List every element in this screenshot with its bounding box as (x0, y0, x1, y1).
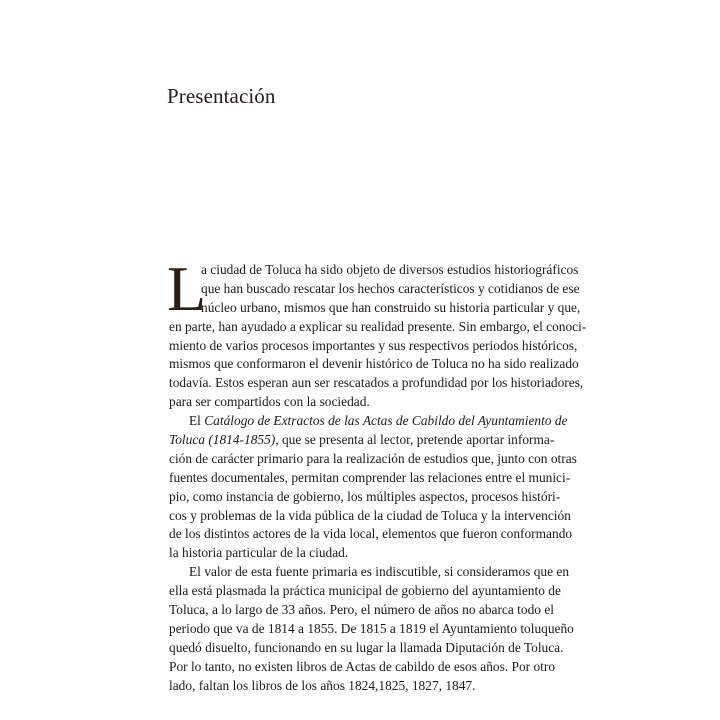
text-line: miento de varios procesos importantes y sus respectivos periodos históricos, (169, 337, 578, 353)
body-text (167, 253, 587, 695)
text-line: fuentes documentales, permitan comprender las relaciones entre el munici- (169, 469, 571, 485)
text-line: Toluca, a lo largo de 33 años. Pero, el número de años no abarca todo el (169, 602, 554, 618)
text-span: El (189, 413, 205, 429)
paragraph-3 (169, 563, 574, 695)
text-line: en parte, han ayudado a explicar su realidad presente. Sin embargo, el conoci- (169, 318, 587, 334)
text-line: periodo que va de 1814 a 1855. De 1815 a 1819 el Ayuntamiento toluqueño (169, 620, 574, 636)
text-line: mismos que conformaron el devenir histórico de Toluca no ha sido realizado (169, 356, 579, 372)
drop-cap: L (167, 253, 207, 324)
text-span: , que se presenta al lector, pretende aportar informa- (275, 432, 555, 448)
book-title: Catálogo de Extractos de las Actas de Cabildo del Ayuntamiento de (204, 413, 568, 429)
text-line: a ciudad de Toluca ha sido objeto de diversos estudios historiográficos (201, 262, 579, 277)
text-line: la historia particular de la ciudad. (169, 545, 349, 561)
text-line: lado, faltan los libros de los años 1824,1825, 1827, 1847. (169, 677, 476, 693)
text-line: que han buscado rescatar los hechos característicos y cotidianos de ese (201, 280, 580, 296)
text-line: Por lo tanto, no existen libros de Actas de cabildo de esos años. Por otro (169, 658, 556, 674)
text-line: para ser compartidos con la sociedad. (169, 394, 370, 410)
text-line: El valor de esta fuente primaria es indiscutible, si consideramos que en (189, 564, 570, 580)
book-title: Toluca (1814-1855) (169, 432, 276, 448)
text-line (169, 412, 568, 431)
text-line: ción de carácter primario para la realización de estudios que, junto con otras (169, 450, 577, 466)
text-line: de los distintos actores de la vida local, elementos que fueron conformando (169, 526, 573, 542)
text-line: pio, como instancia de gobierno, los múltiples aspectos, procesos históri- (169, 488, 561, 504)
paragraph-1 (167, 253, 587, 412)
text-line: ella está plasmada la práctica municipal de gobierno del ayuntamiento de (169, 583, 561, 599)
text-line: quedó disuelto, funcionando en su lugar la llamada Diputación de Toluca. (169, 639, 564, 655)
text-line: todavía. Estos esperan aun ser rescatados a profundidad por los historiadores, (169, 375, 584, 391)
text-line: cos y problemas de la vida pública de la ciudad de Toluca y la intervención (169, 507, 571, 523)
text-line: núcleo urbano, mismos que han construido su historia particular y que, (201, 299, 581, 315)
page-title: Presentación (167, 84, 276, 108)
paragraph-2 (169, 412, 577, 563)
text-line (169, 431, 554, 450)
